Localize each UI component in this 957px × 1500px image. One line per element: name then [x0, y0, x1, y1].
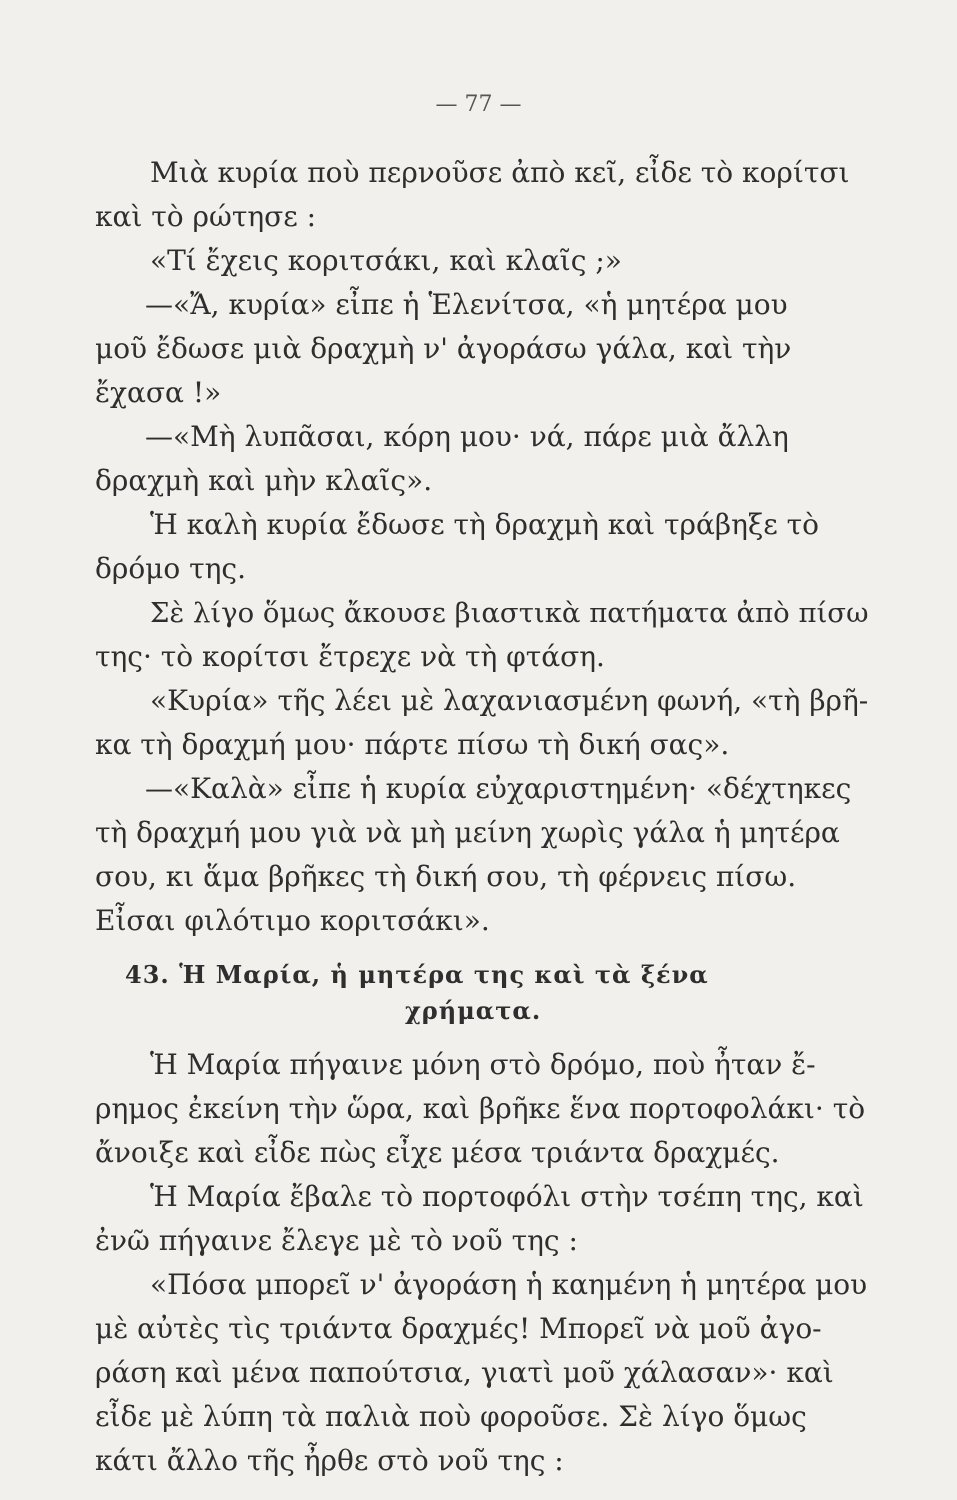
text-line: ράση καὶ μένα παπούτσια, γιατὶ μοῦ χάλασαν»· καὶ [95, 1356, 834, 1389]
text-line: δρόμο της. [95, 552, 246, 585]
text-line: «Κυρία» τῆς λέει μὲ λαχανιασμένη φωνή, «τὴ βρῆ- [150, 684, 869, 717]
text-line: κα τὴ δραχμή μου· πάρτε πίσω τὴ δική σας». [95, 728, 730, 761]
section-heading-continued: χρήματα. [405, 996, 542, 1025]
text-line: δραχμὴ καὶ μὴν κλαῖς». [95, 464, 433, 497]
text-line: —«Μὴ λυπᾶσαι, κόρη μου· νά, πάρε μιὰ ἄλλη [145, 420, 789, 453]
page-number: — 77 — [435, 92, 522, 117]
text-line: ρημος ἐκείνη τὴν ὥρα, καὶ βρῆκε ἕνα πορτοφολάκι· τὸ [95, 1092, 866, 1125]
text-line: Ἡ καλὴ κυρία ἔδωσε τὴ δραχμὴ καὶ τράβηξε τὸ [150, 508, 820, 541]
text-line: Μιὰ κυρία ποὺ περνοῦσε ἀπὸ κεῖ, εἶδε τὸ κορίτσι [150, 156, 850, 189]
text-line: ἐνῶ πήγαινε ἔλεγε μὲ τὸ νοῦ της : [95, 1224, 578, 1257]
text-line: «Τί ἔχεις κοριτσάκι, καὶ κλαῖς ;» [150, 244, 622, 277]
text-line: καὶ τὸ ρώτησε : [95, 200, 317, 233]
section-heading: 43. Ἡ Μαρία, ἡ μητέρα της καὶ τὰ ξένα [125, 960, 709, 989]
text-line: της· τὸ κορίτσι ἔτρεχε νὰ τὴ φτάση. [95, 640, 605, 673]
text-line: —«Καλὰ» εἶπε ἡ κυρία εὐχαριστημένη· «δέχτηκες [145, 772, 852, 805]
text-line: μὲ αὐτὲς τὶς τριάντα δραχμές! Μπορεῖ νὰ μοῦ ἀγο- [95, 1312, 822, 1345]
text-line: κάτι ἄλλο τῆς ἦρθε στὸ νοῦ της : [95, 1444, 564, 1477]
text-line: —«Ἄ, κυρία» εἶπε ἡ Ἑλενίτσα, «ἡ μητέρα μου [145, 288, 788, 321]
text-line: ἔχασα !» [95, 376, 222, 409]
text-line: μοῦ ἔδωσε μιὰ δραχμὴ ν' ἀγοράσω γάλα, καὶ τὴν [95, 332, 792, 365]
text-line: Ἡ Μαρία πήγαινε μόνη στὸ δρόμο, ποὺ ἦταν ἔ- [150, 1048, 816, 1081]
text-line: Εἶσαι φιλότιμο κοριτσάκι». [95, 904, 490, 937]
text-line: «Πόσα μπορεῖ ν' ἀγοράση ἡ καημένη ἡ μητέρα μου [150, 1268, 868, 1301]
text-line: εἶδε μὲ λύπη τὰ παλιὰ ποὺ φοροῦσε. Σὲ λίγο ὅμως [95, 1400, 807, 1433]
text-line: Σὲ λίγο ὅμως ἄκουσε βιαστικὰ πατήματα ἀπὸ πίσω [150, 597, 869, 629]
text-line: Ἡ Μαρία ἔβαλε τὸ πορτοφόλι στὴν τσέπη της, καὶ [150, 1180, 864, 1213]
text-line: τὴ δραχμή μου γιὰ νὰ μὴ μείνη χωρὶς γάλα ἡ μητέρα [95, 816, 840, 849]
text-line: σου, κι ἅμα βρῆκες τὴ δική σου, τὴ φέρνεις πίσω. [95, 860, 797, 893]
text-line: ἄνοιξε καὶ εἶδε πὼς εἶχε μέσα τριάντα δραχμές. [95, 1136, 780, 1169]
